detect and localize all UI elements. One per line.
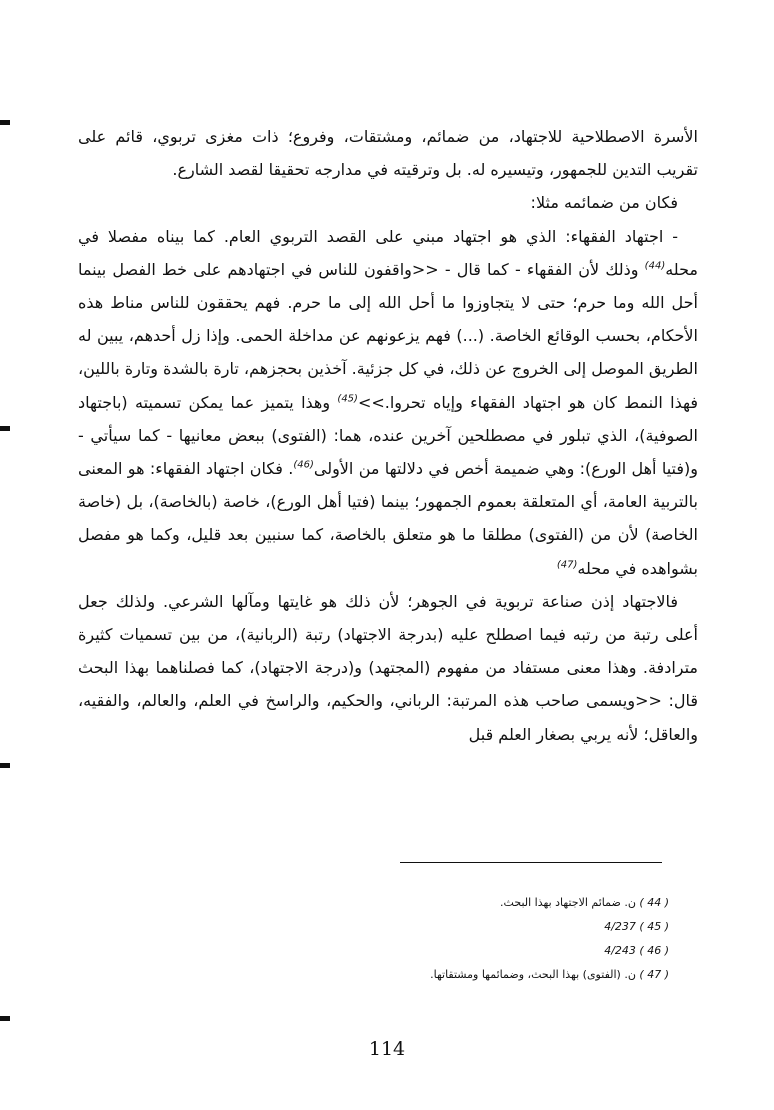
footnote-text: ن. ضمائم الاجتهاد بهذا البحث. bbox=[500, 896, 640, 909]
paragraph-intro: الأسرة الاصطلاحية للاجتهاد، من ضمائم، ومشتقات، وفروع؛ ذات مغزى تربوي، قائم على تقريب التدين للجمهور، وتيسيره له. بل وترقيته في مدارجه تحقيقا لقصد الشارع. bbox=[78, 127, 698, 180]
footnotes bbox=[330, 891, 669, 987]
margin-mark bbox=[0, 763, 10, 768]
paragraph-fuqaha-part-3: وهذا يتميز عما يمكن تسميته (باجتهاد الصوفية)، الذي تبلور في مصطلحين آخرين عنده، هما: (الفتوى) ببعض معانيها - كما سيأتي - و(فتيا أهل الورع): وهي ضميمة أخص في دلالتها من الأولى bbox=[78, 392, 698, 479]
footnote-number: ( 46 ) bbox=[639, 944, 669, 957]
margin-mark bbox=[0, 426, 10, 431]
margin-mark bbox=[0, 120, 10, 125]
footnote-number: ( 45 ) bbox=[639, 920, 669, 933]
footnote-46 bbox=[330, 939, 669, 963]
footnote-text: 4/237 bbox=[604, 920, 640, 933]
footnote-separator bbox=[400, 862, 662, 863]
paragraph-examples-heading: فكان من ضمائمه مثلا: bbox=[530, 193, 678, 213]
footnote-44 bbox=[330, 891, 669, 915]
paragraph-fuqaha-part-2: وذلك لأن الفقهاء - كما قال - <<واقفون للناس في اجتهادهم على خط الفصل بينما أحل الله وما حرم؛ حتى لا يتجاوزوا ما أحل الله إلى ما حرم. فهم يحققون للناس مناط هذه الأحكام، بحسب الوقائع الخاصة. (...) فهم يزعونهم عن مداخلة الحمى. وإذا زل أحدهم، يبين له الطريق الموصل إلى الخروج عن ذلك، في كل جزئية. آخذين بحجزهم، تارة بالشدة وتارة باللين، فهذا النمط كان هو اجتهاد الفقهاء وإياه تحروا.>> bbox=[78, 259, 698, 412]
footnote-number: ( 47 ) bbox=[639, 968, 669, 981]
footnote-text: 4/243 bbox=[604, 944, 640, 957]
main-text bbox=[78, 120, 698, 751]
paragraph-ijtihad-conclusion: فالاجتهاد إذن صناعة تربوية في الجوهر؛ لأن ذلك هو غايتها ومآلها الشرعي. ولذلك جعل أعلى رتبة من رتبه فيما اصطلح عليه (بدرجة الاجتهاد) رتبة (الربانية)، من بين تسميات كثيرة مترادفة. وهذا معنى مستفاد من مفهوم (المجتهد) و(درجة الاجتهاد)، كما فصلناهما بهذا البحث قال: <<ويسمى صاحب هذه المرتبة: الرباني، والحكيم، والراسخ في العلم، والعالم، والفقيه، والعاقل؛ لأنه يربي بصغار العلم قبل bbox=[78, 591, 698, 744]
paragraph-fuqaha-part-1: - اجتهاد الفقهاء: الذي هو اجتهاد مبني على القصد التربوي العام. كما بيناه مفصلا في محله bbox=[78, 226, 698, 279]
margin-mark bbox=[0, 1016, 10, 1021]
footnote-ref-44: (44) bbox=[644, 260, 666, 272]
footnote-45 bbox=[330, 915, 669, 939]
footnote-ref-45: (45) bbox=[337, 393, 358, 405]
footnote-number: ( 44 ) bbox=[639, 896, 669, 909]
footnote-ref-46: (46) bbox=[293, 459, 314, 471]
paragraph-fuqaha bbox=[78, 220, 698, 585]
paragraph-fuqaha-part-4: . فكان اجتهاد الفقهاء: هو المعنى بالتربية العامة، أي المتعلقة بعموم الجمهور؛ بينما (فتيا أهل الورع)، خاصة (بالخاصة)، بل (خاصة الخاصة) لأن من (الفتوى) مطلقا ما هو متعلق بالخاصة، كما سنبين بعد قليل، وكما هو مفصل بشواهده في محله bbox=[78, 459, 698, 578]
footnote-text: ن. (الفتوى) بهذا البحث، وضمائمها ومشتقاتها. bbox=[430, 968, 640, 981]
footnote-47 bbox=[330, 963, 669, 987]
page-number: 114 bbox=[368, 1038, 406, 1060]
footnote-ref-47: (47) bbox=[556, 559, 578, 571]
